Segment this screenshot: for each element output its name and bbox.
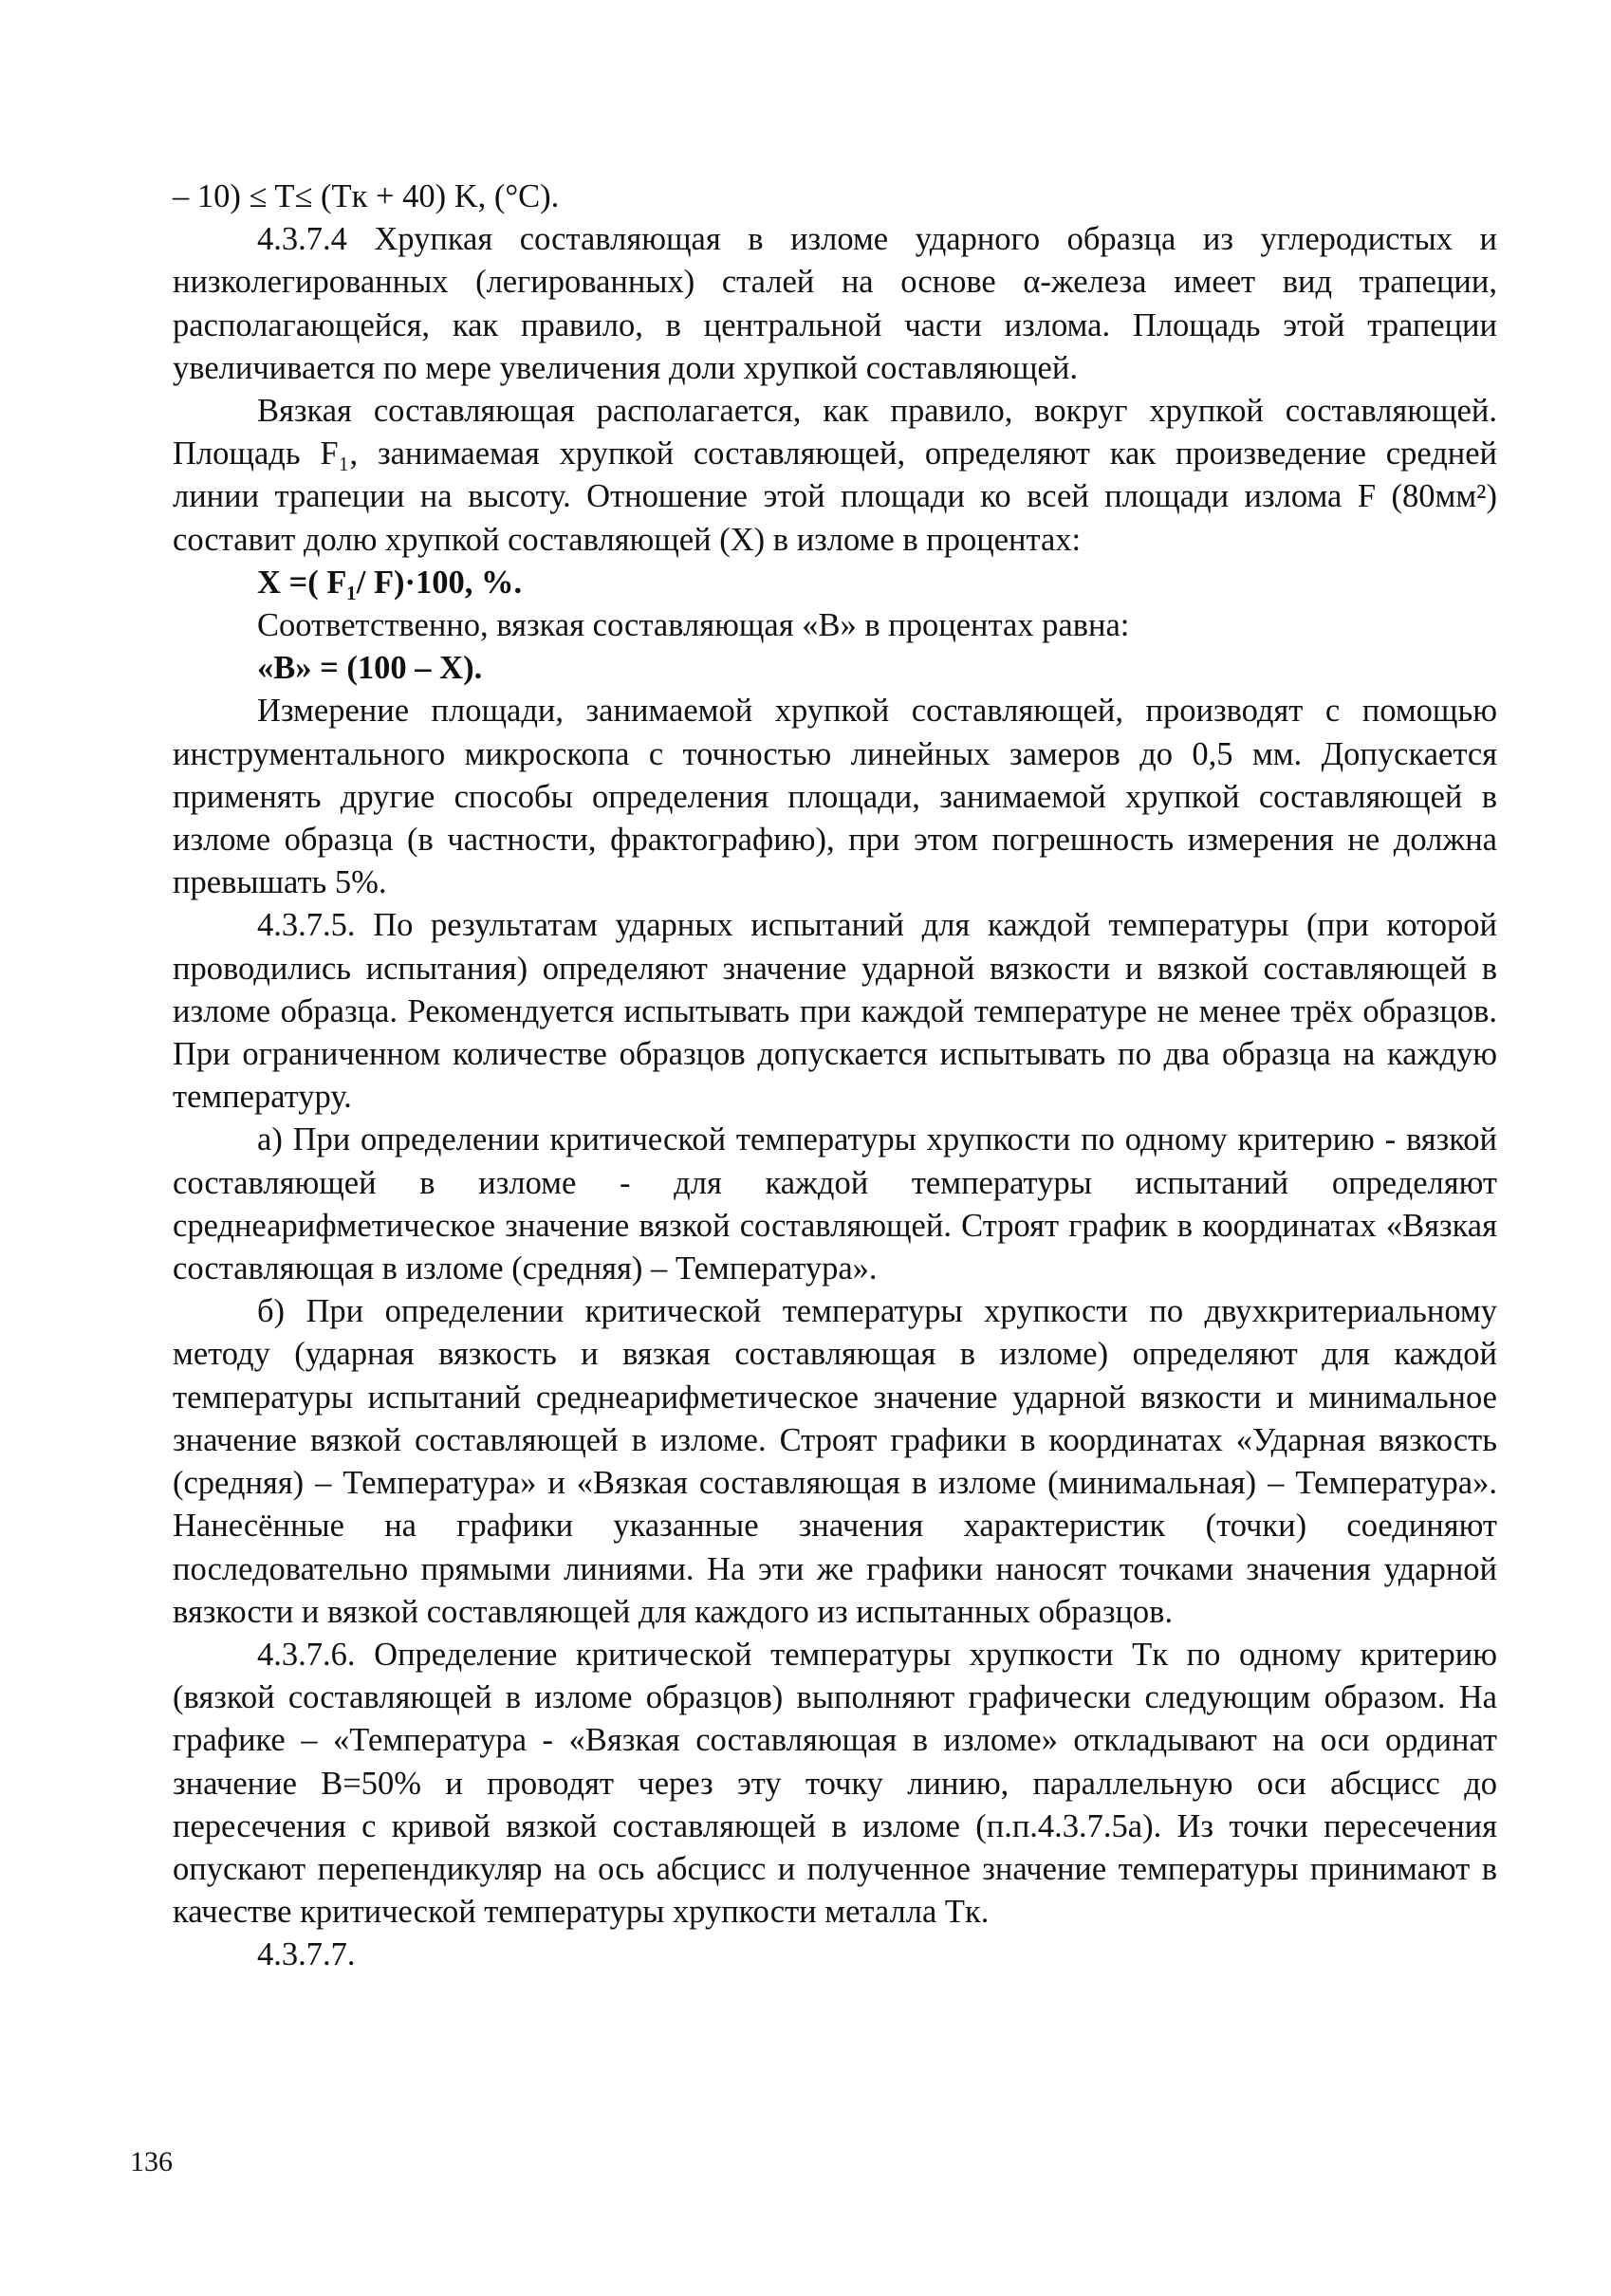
paragraph-4-3-7-5: 4.3.7.5. По результатам ударных испытаний для каждой температуры (при которой проводились испытания) определяют значение ударной вязкости и вязкой составляющей в изломе образца. Рекомендуется испытывать при каждой температуре не менее трёх образцов. При ограниченном количестве образцов допускается испытывать по два образца на каждую температуру. <box>173 907 1497 1116</box>
paragraph-viscous-percent: Соответственно, вязкая составляющая «В» в процентах равна: <box>257 607 1130 644</box>
page-number: 136 <box>130 2146 173 2177</box>
paragraph-4-3-7-6: 4.3.7.6. Определение критической температуры хрупкости Tк по одному критерию (вязкой составляющей в изломе образцов) выполняют графически следующим образом. На графике – «Температура - «Вязкая составляющая в изломе» откладывают на оси ординат значение В=50% и проводят через эту точку линию, параллельную оси абсцисс до пересечения с кривой вязкой составляющей в изломе (п.п.4.3.7.5а). Из точки пересечения опускают перепендикуляр на ось абсцисс и полученное значение температуры принимают в качестве критической температуры хрупкости металла Tк. <box>173 1636 1497 1931</box>
paragraph-item-b: б) При определении критической температуры хрупкости по двухкритериальному методу (ударная вязкость и вязкая составляющая в изломе) определяют для каждой температуры испытаний среднеарифметическое значение ударной вязкости и минимальное значение вязкой составляющей в изломе. Строят графики в координатах «Ударная вязкость (средняя) – Температура» и «Вязкая составляющая в изломе (минимальная) – Температура». Нанесённые на графики указанные значения характеристик (точки) соединяют последовательно прямыми линиями. На эти же графики наносят точками значения ударной вязкости и вязкой составляющей для каждого из испытанных образцов. <box>173 1293 1497 1630</box>
paragraph-4-3-7-4: 4.3.7.4 Хрупкая составляющая в изломе ударного образца из углеродистых и низколегированных (легированных) сталей на основе α-железа имеет вид трапеции, располагающейся, как правило, в центральной части излома. Площадь этой трапеции увеличивается по мере увеличения доли хрупкой составляющей. <box>173 221 1497 386</box>
paragraph-4-3-7-7: 4.3.7.7. <box>257 1936 356 1973</box>
paragraph-continuation: – 10) ≤ T≤ (Tк + 40) K, (°C). <box>173 178 560 214</box>
paragraph-item-a: а) При определении критической температуры хрупкости по одному критерию - вязкой составляющей в изломе - для каждой температуры испытаний определяют среднеарифметическое значение вязкой составляющей. Строят график в координатах «Вязкая составляющая в изломе (средняя) – Температура». <box>173 1121 1497 1287</box>
paragraph-viscous-component: Вязкая составляющая располагается, как правило, вокруг хрупкой составляющей. Площадь F₁, занимаемая хрупкой составляющей, определяют как произведение средней линии трапеции на высоту. Отношение этой площади ко всей площади излома F (80мм²) составит долю хрупкой составляющей (X) в изломе в процентах: <box>173 393 1497 558</box>
formula-viscous-fraction: «В» = (100 – X). <box>257 650 483 687</box>
formula-brittle-fraction: X =( F₁/ F)·100, %. <box>257 564 523 601</box>
document-body <box>173 176 1497 1977</box>
paragraph-measurement: Измерение площади, занимаемой хрупкой составляющей, производят с помощью инструментального микроскопа с точностью линейных замеров до 0,5 мм. Допускается применять другие способы определения площади, занимаемой хрупкой составляющей в изломе образца (в частности, фрактографию), при этом погрешность измерения не должна превышать 5%. <box>173 693 1497 901</box>
